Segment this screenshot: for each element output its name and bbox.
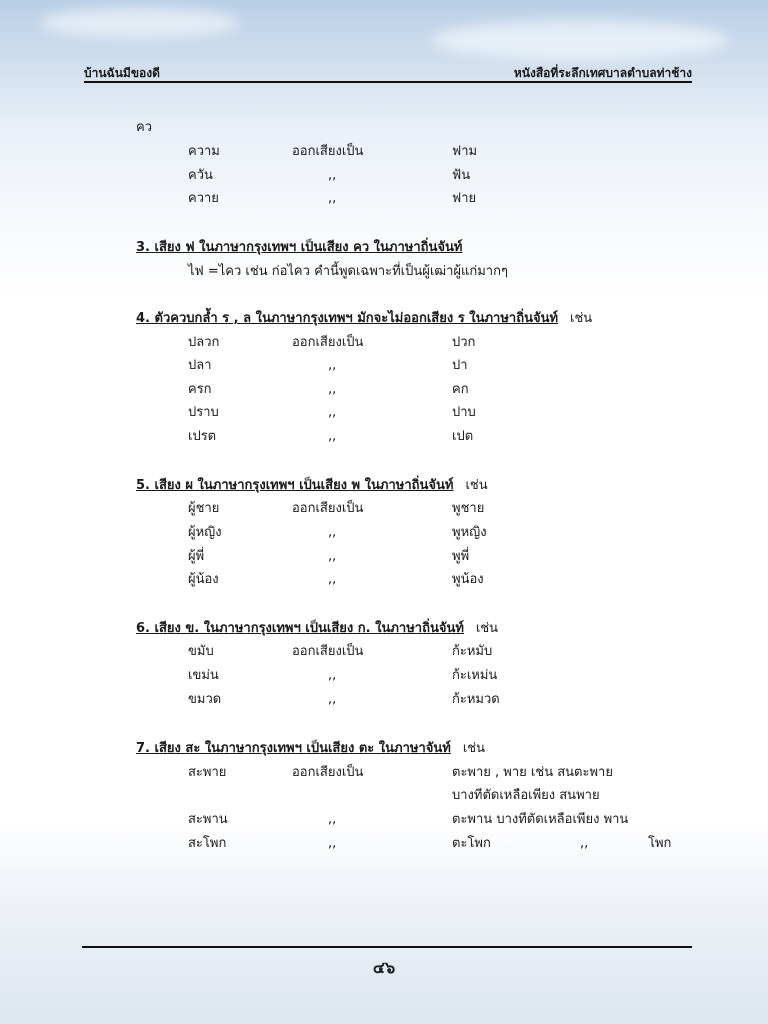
s5-result: พูชาย — [452, 501, 485, 516]
intro-heading: คว — [136, 120, 152, 135]
s5-word: ผู้หญิง — [188, 525, 222, 540]
s7-extra-result: โพก — [648, 836, 672, 851]
s5-word: ผู้น้อง — [188, 572, 219, 587]
s6-ditto: ,, — [328, 668, 337, 683]
section-3-title: 3. เสียง ฟ ในภาษากรุงเทพฯ เป็นเสียง คว ในภาษาถิ่นจันท์ — [136, 240, 463, 255]
intro-ditto: ,, — [328, 168, 337, 183]
s7-word: สะพาย — [188, 765, 227, 780]
s4-word: เปรต — [188, 429, 217, 444]
sky-cloud — [40, 8, 240, 38]
s6-word: เขม่น — [188, 668, 219, 683]
s4-result: คก — [452, 382, 469, 397]
s5-result: พูหญิง — [452, 525, 487, 540]
intro-ditto: ,, — [328, 191, 337, 206]
section-6-heading — [136, 617, 498, 638]
s4-word: ปลวก — [188, 335, 220, 350]
s4-word: ครก — [188, 382, 212, 397]
s7-result-continued: บางทีตัดเหลือเพียง สนพาย — [452, 788, 600, 803]
s7-word: สะพาน — [188, 812, 228, 827]
intro-result: ฟัน — [452, 168, 471, 183]
s7-result: ตะพาน บางทีตัดเหลือเพียง พาน — [452, 812, 629, 827]
sky-cloud — [430, 20, 730, 60]
s7-result: ตะพาย , พาย เช่น สนตะพาย — [452, 765, 613, 780]
section-5-title: 5. เสียง ผ ในภาษากรุงเทพฯ เป็นเสียง พ ในภาษาถิ่นจันท์ — [136, 478, 454, 493]
section-7-tail: เช่น — [462, 741, 486, 756]
s5-ditto: ,, — [328, 572, 337, 587]
intro-word: ควัน — [188, 168, 213, 183]
s5-ditto: ,, — [328, 525, 337, 540]
section-7-heading — [136, 737, 485, 758]
section-4-heading — [136, 307, 592, 328]
s4-result: ปาบ — [452, 405, 476, 420]
s4-result: เปต — [452, 429, 474, 444]
s5-ditto: ,, — [328, 549, 337, 564]
section-3-note: ไฟ =ไคว เช่น ก่อไคว คำนี้พูดเฉพาะที่เป็นผู้เฒ่าผู้แก่มากๆ — [188, 264, 508, 279]
s6-result: ก้ะเหม่น — [452, 668, 498, 683]
s4-result: ปา — [452, 358, 468, 373]
s6-word: ขมับ — [188, 644, 214, 659]
s6-ditto: ,, — [328, 692, 337, 707]
header-left-title: บ้านฉันมีของดี — [84, 66, 160, 80]
header-right-title: หนังสือที่ระลึกเทศบาลตำบลท่าช้าง — [513, 66, 692, 80]
s4-ditto: ,, — [328, 358, 337, 373]
s4-ditto: ,, — [328, 382, 337, 397]
page-header — [84, 64, 692, 82]
s7-ditto: ,, — [328, 836, 337, 851]
s5-result: พูพี่ — [452, 549, 470, 564]
header-rule — [84, 81, 692, 83]
intro-mid: ออกเสียงเป็น — [292, 144, 364, 159]
s7-word: สะโพก — [188, 836, 227, 851]
s5-word: ผู้พี่ — [188, 549, 205, 564]
intro-word: ควาย — [188, 191, 219, 206]
intro-word: ความ — [188, 144, 220, 159]
s7-mid: ออกเสียงเป็น — [292, 765, 364, 780]
section-6-tail: เช่น — [475, 621, 499, 636]
s4-ditto: ,, — [328, 405, 337, 420]
s7-result: ตะโพก — [452, 836, 491, 851]
s4-result: ปวก — [452, 335, 476, 350]
s5-result: พูน้อง — [452, 572, 484, 587]
s6-result: ก้ะหมับ — [452, 644, 493, 659]
s4-word: ปราบ — [188, 405, 219, 420]
s6-result: ก้ะหมวด — [452, 692, 500, 707]
s4-mid: ออกเสียงเป็น — [292, 335, 364, 350]
s7-ditto-extra: ,, — [580, 836, 589, 851]
s4-word: ปลา — [188, 358, 212, 373]
s6-mid: ออกเสียงเป็น — [292, 644, 364, 659]
intro-result: ฟาย — [452, 191, 477, 206]
s6-word: ขมวด — [188, 692, 222, 707]
intro-result: ฟาม — [452, 144, 478, 159]
page-number: ๔๖ — [372, 958, 396, 977]
section-7-title: 7. เสียง สะ ในภาษากรุงเทพฯ เป็นเสียง ตะ ในภาษาจันท์ — [136, 741, 451, 756]
s4-ditto: ,, — [328, 429, 337, 444]
section-4-tail: เช่น — [570, 311, 593, 326]
s7-ditto: ,, — [328, 812, 337, 827]
s5-mid: ออกเสียงเป็น — [292, 501, 364, 516]
s5-word: ผู้ชาย — [188, 501, 220, 516]
section-3-heading — [136, 236, 462, 257]
section-5-heading — [136, 474, 488, 495]
section-5-tail: เช่น — [465, 478, 488, 493]
footer-rule — [82, 946, 692, 948]
section-4-title: 4. ตัวควบกล้ำ ร , ล ในภาษากรุงเทพฯ มักจะไม่ออกเสียง ร ในภาษาถิ่นจันท์ — [136, 311, 559, 326]
section-6-title: 6. เสียง ข. ในภาษากรุงเทพฯ เป็นเสียง ก. ในภาษาถิ่นจันท์ — [136, 621, 464, 636]
